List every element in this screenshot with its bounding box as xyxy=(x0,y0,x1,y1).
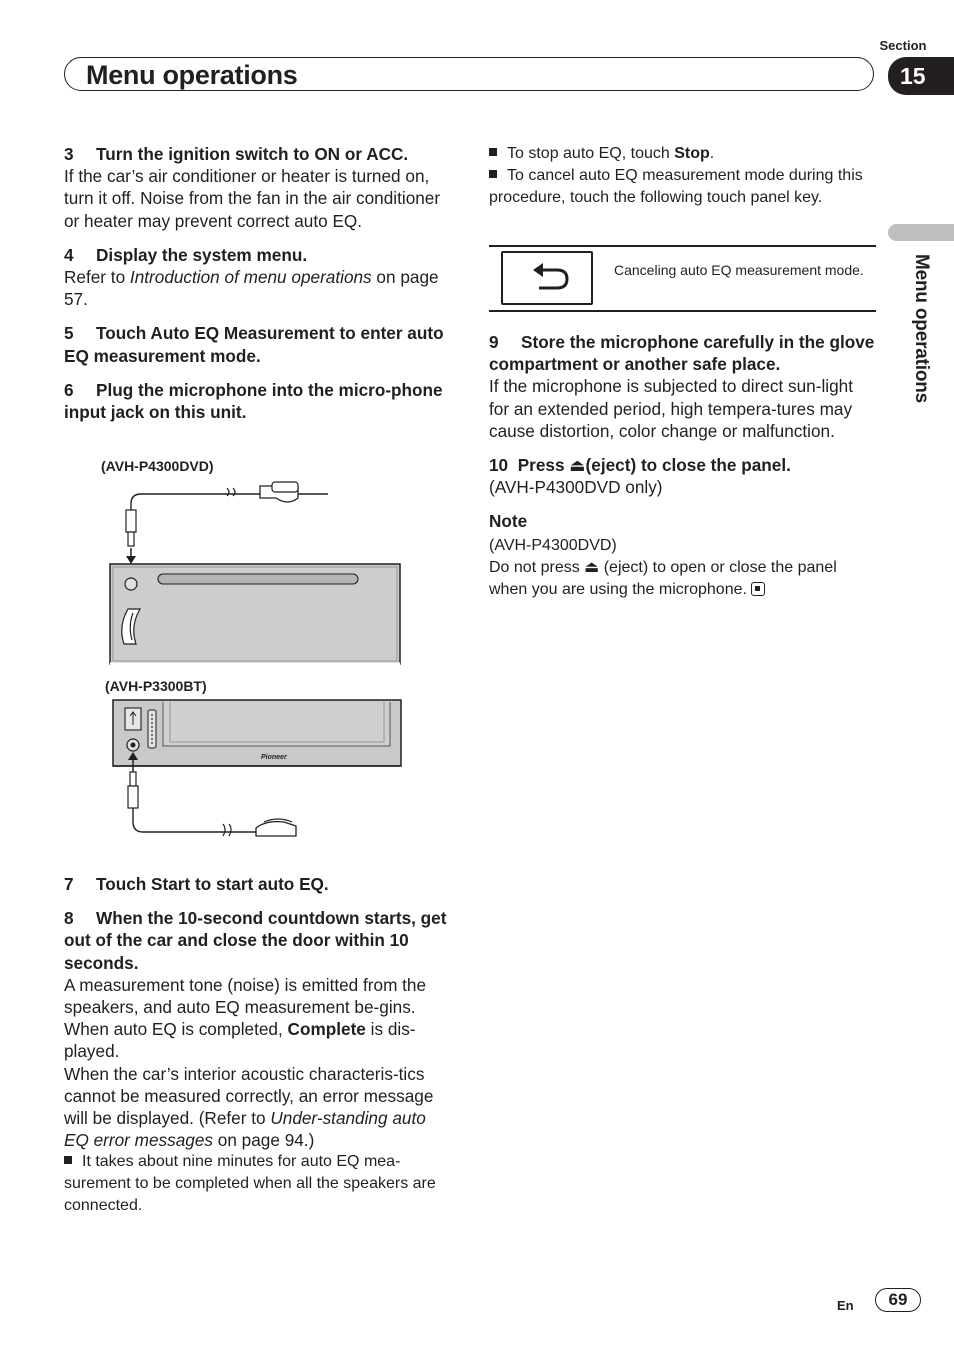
microphone-connection-diagram-p3300 xyxy=(108,698,408,848)
eject-icon: ⏏ xyxy=(584,558,600,576)
step-8-body-1: A measurement tone (noise) is emitted from the speakers, and auto EQ measurement be-gins. xyxy=(64,974,427,1018)
note-heading: Note xyxy=(489,511,528,532)
microphone-connection-diagram-p4300 xyxy=(100,476,410,666)
step-7-heading: 7 Touch Start to start auto EQ. xyxy=(64,874,329,894)
step-10-heading: 10 Press ⏏(eject) to close the panel. xyxy=(489,455,791,476)
page-number: 69 xyxy=(875,1288,921,1312)
section-number-badge: 15 xyxy=(888,57,954,95)
reference-link: Under-standing auto EQ error messages xyxy=(64,1108,426,1151)
step-4-heading: 4 Display the system menu. xyxy=(64,244,308,265)
right-column-lower xyxy=(489,331,875,601)
step-8-body-3: When the car’s interior acoustic characteris-tics cannot be measured correctly, an error message will be displayed. (Refer to Under-standing auto EQ error messages on page 94.) xyxy=(64,1063,434,1151)
left-column-lower xyxy=(64,873,454,1217)
step-3-body: If the car’s air conditioner or heater is turned on, turn it off. Noise from the fan in the air conditioner or heater may prevent correct auto EQ. xyxy=(64,166,441,231)
step-3-heading: 3 Turn the ignition switch to ON or ACC. xyxy=(64,144,409,164)
reference-link: Introduction of menu operations xyxy=(129,267,372,288)
return-arrow-icon xyxy=(503,253,591,303)
step-10-body: (AVH-P4300DVD only) xyxy=(489,477,663,498)
pioneer-logo: Pioneer xyxy=(261,754,287,761)
key-description: Canceling auto EQ measurement mode. xyxy=(614,262,864,278)
note-line-1: (AVH-P4300DVD) xyxy=(489,536,617,554)
bullet-stop: To stop auto EQ, touch Stop. xyxy=(489,143,875,165)
step-6-heading: 6 Plug the microphone into the micro-phone input jack on this unit. xyxy=(64,379,443,423)
section-label: Section xyxy=(879,38,927,53)
page-title: Menu operations xyxy=(86,60,298,90)
bullet-icon xyxy=(489,170,497,178)
step-5-heading: 5 Touch Auto EQ Measurement to enter auto EQ measurement mode. xyxy=(64,323,444,366)
side-tab-bar xyxy=(888,224,954,241)
step-8-heading: 8 When the 10-second countdown starts, get out of the car and close the door within 10 seconds. xyxy=(64,908,447,973)
left-column xyxy=(64,143,454,423)
side-tab-label: Menu operations xyxy=(911,254,932,404)
figure-2-label: (AVH-P3300BT) xyxy=(105,678,207,694)
step-4-body: Refer to Introduction of menu operations on page 57. xyxy=(64,267,439,310)
step-8-bullet: It takes about nine minutes for auto EQ mea-surement to be completed when all the speakers are connected. xyxy=(64,1153,436,1215)
bullet-cancel: To cancel auto EQ measurement mode during this procedure, touch the following touch panel key. xyxy=(489,167,863,206)
figure-1-label: (AVH-P4300DVD) xyxy=(101,458,214,474)
step-9-body: If the microphone is subjected to direct sun-light for an extended period, high tempera-tures may cause distortion, color change or malfunction. xyxy=(489,376,853,441)
bullet-icon xyxy=(64,1156,72,1164)
step-8-body-2: When auto EQ is completed, Complete is dis-played. xyxy=(64,1019,416,1062)
end-mark-icon xyxy=(751,582,765,596)
step-9-heading: 9 Store the microphone carefully in the glove compartment or another safe place. xyxy=(489,332,875,375)
note-line-2: Do not press ⏏ (eject) to open or close the panel when you are using the microphone. xyxy=(489,558,837,598)
eject-icon: ⏏ xyxy=(569,455,586,476)
bullet-icon xyxy=(489,148,497,156)
back-key-button[interactable] xyxy=(501,251,593,305)
right-column xyxy=(489,143,875,209)
language-label: En xyxy=(837,1298,854,1313)
